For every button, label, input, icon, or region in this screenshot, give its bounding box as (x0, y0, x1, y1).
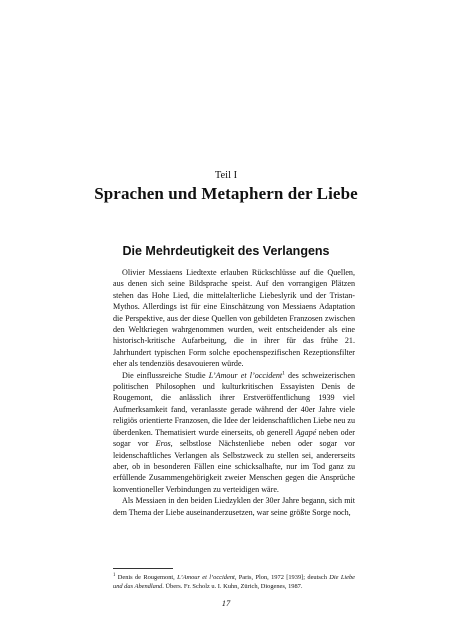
footnote-divider (113, 568, 173, 569)
book-title: L’Amour et l’occident (208, 370, 283, 380)
footnote-title-fr: L’Amour et l’occident (177, 574, 235, 581)
paragraph-2-lead: Die einflussreiche Studie (122, 370, 209, 380)
term-agape: Agapé (295, 427, 317, 437)
paragraph-2 (113, 370, 355, 495)
term-eros: Eros (155, 439, 171, 449)
footnote-rest: . Übers. Fr. Scholz u. I. Kuhn, Zürich, Diogenes, 1987. (162, 583, 303, 590)
footnote-publication: , Paris, Plon, 1972 [1939]; deutsch (234, 574, 330, 581)
footnote-title-de: Die Liebe und das Abendland (113, 574, 356, 590)
footnote-author: Denis de Rougemont, (115, 574, 178, 581)
paragraph-3: Als Messiaen in den beiden Liedzyklen der 30er Jahre begann, sich mit dem Thema der Liebe auseinanderzusetzen, war seine größte Sorge noch, (113, 496, 355, 517)
paragraph-2-part-2: neben oder sogar vor (113, 427, 355, 449)
footnote-reference[interactable]: 1 (282, 369, 285, 376)
body-text (113, 267, 355, 518)
footnote (113, 573, 355, 591)
page-number: 17 (221, 598, 231, 608)
paragraph-1: Olivier Messiaens Liedtexte erlauben Rückschlüsse auf die Quellen, aus denen sich seine Bildsprache speist. Auf den vorrangigen Plätzen stehen das Hohe Lied, die mittelalterliche Liebeslyrik und der Tristan-Mythos. Allerdings ist für eine Einschätzung von Messiaens Adaptation die Perspektive, aus der diese Quellen von gebildeten Franzosen zwischen den Weltkriegen wahrgenommen wurden, weit entscheidender als eine historisch-kritische Aufarbeitung, die in ihrer für das frühe 21. Jahrhundert typischen Form solche epochenspezifischen Rezeptionsfilter eher als tendenziös desavouieren würde. (113, 268, 355, 369)
section-title: Die Mehrdeutigkeit des Verlangens (122, 244, 330, 258)
part-label: Teil I (214, 170, 238, 181)
paragraph-2-part-1: des schweizerischen politischen Philosophen und kulturkritischen Essayisten Denis de Rougemont, die anlässlich ihrer Erstveröffentlichung 1939 viel Aufmerksamkeit fand, veranlasste gerade während der 40er Jahre viele religiös orientierte Franzosen, die Idee der leidenschaftlichen Liebe neu zu überdenken. Thematisiert wurde einerseits, ob generell (113, 370, 355, 437)
paragraph-2-part-3: , selbstlose Nächstenliebe neben oder sogar vor leidenschaftliches Verlangen als Selbstzweck zu stellen sei, andererseits aber, ob in besonderen Fällen eine schicksalhafte, nur im Tod ganz zu erfüllende Zusammengehörigkeit zweier Menschen gegen die Ansprüche konventioneller Verbindungen zu verteidigen wäre. (113, 439, 355, 494)
part-title: Sprachen und Metaphern der Liebe (94, 184, 358, 203)
footnote-marker: 1 (113, 572, 116, 578)
